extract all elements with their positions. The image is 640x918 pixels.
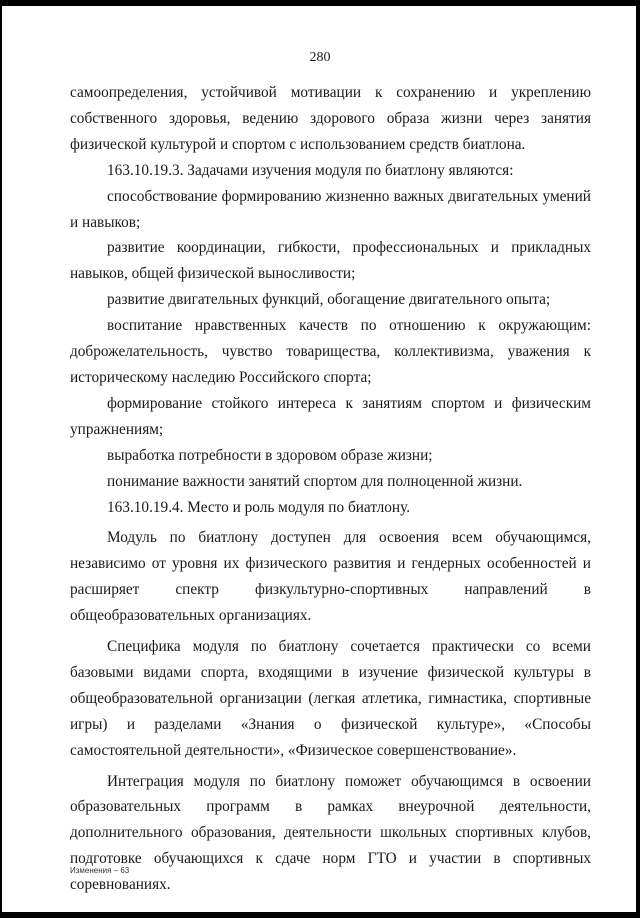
paragraph-continuation: самоопределения, устойчивой мотивации к сохранению и укреплению собственного здоровья, ведению здорового образа жизни через занятия физической культурой и спортом с использованием средств биатлона.	[70, 84, 591, 153]
scan-border-left	[0, 0, 2, 918]
paragraph-task-1: способствование формированию жизненно важных двигательных умений и навыков;	[70, 187, 591, 231]
page-number: 280	[309, 50, 331, 65]
scan-border-right	[636, 0, 640, 918]
paragraph-task-7: понимание важности занятий спортом для полноценной жизни.	[107, 472, 523, 490]
footer-note: Изменения – 63	[70, 866, 130, 875]
paragraph-section-163-10-19-3: 163.10.19.3. Задачами изучения модуля по биатлону являются:	[107, 161, 514, 179]
paragraph-task-3: развитие двигательных функций, обогащение двигательного опыта;	[107, 291, 551, 309]
paragraph-task-2: развитие координации, гибкости, профессиональных и прикладных навыков, общей физической выносливости;	[70, 239, 591, 283]
paragraph-module-specifics: Специфика модуля по биатлону сочетается практически со всеми базовыми видами спорта, входящими в изучение физической культуры в общеобразовательной организации (легкая атлетика, гимнастика, спортивные игры) и разделами «Знания о физической культуре», «Способы самостоятельной деятельности», «Физическое совершенствование».	[70, 638, 591, 759]
paragraph-task-5: формирование стойкого интереса к занятиям спортом и физическим упражнениям;	[70, 394, 591, 438]
paragraph-module-integration: Интеграция модуля по биатлону поможет обучающимся в освоении образовательных программ в рамках внеурочной деятельности, дополнительного образования, деятельности школьных спортивных клубов, подготовке обучающихся к сдаче норм ГТО и участии в спортивных соревнованиях.	[70, 772, 591, 894]
paragraph-section-163-10-19-4: 163.10.19.4. Место и роль модуля по биатлону.	[107, 498, 411, 516]
scan-border-bottom	[0, 912, 640, 918]
paragraph-module-access: Модуль по биатлону доступен для освоения всем обучающимся, независимо от уровня их физического развития и гендерных особенностей и расширяет спектр физкультурно-спортивных направлений в общеобразовательных организациях.	[70, 529, 591, 625]
paragraph-task-4: воспитание нравственных качеств по отношению к окружающим: доброжелательность, чувство товарищества, коллективизма, уважения к историческому наследию Российского спорта;	[70, 317, 591, 386]
paragraph-task-6: выработка потребности в здоровом образе жизни;	[107, 446, 433, 464]
scan-border-top	[0, 0, 640, 6]
document-body	[70, 80, 591, 898]
